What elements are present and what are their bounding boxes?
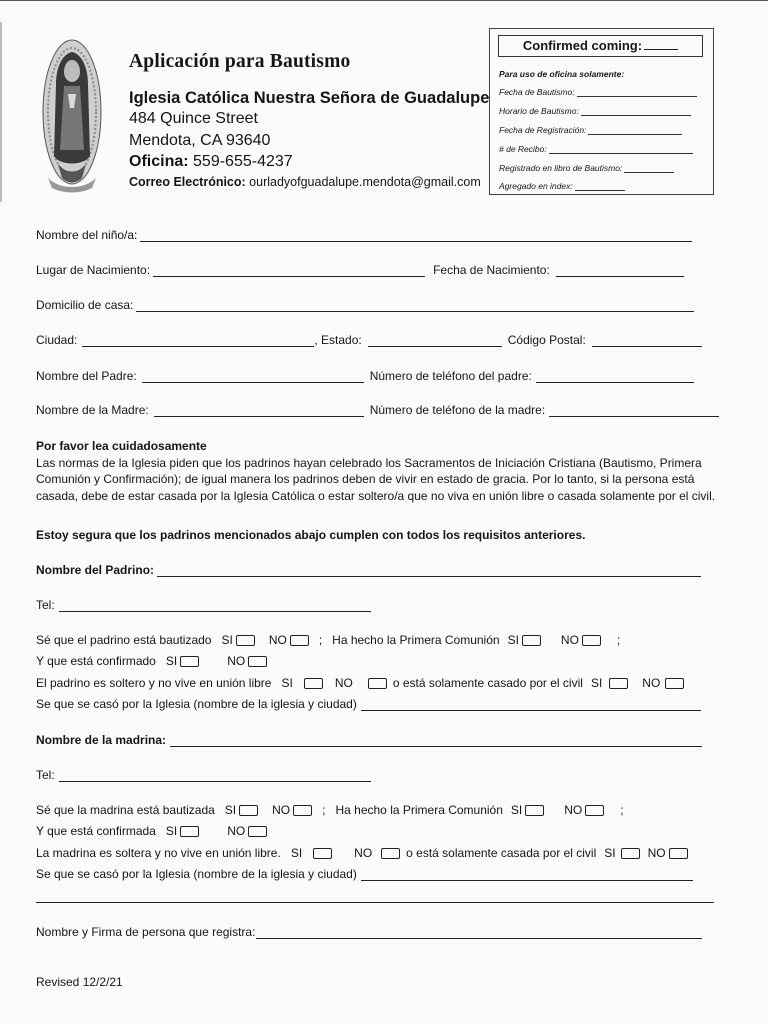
- office-field-baptism-book[interactable]: Registrado en libro de Bautismo:: [499, 163, 674, 173]
- madrina-single-row: La madrina es soltera y no vive en unión libre. SI NO o está solamente casada por el civil SI NO: [36, 846, 688, 860]
- virgin-of-guadalupe-icon: [40, 38, 104, 193]
- madrina-communion-no-checkbox[interactable]: [585, 805, 604, 816]
- madrina-baptized-label: Sé que la madrina está bautizada: [36, 803, 215, 817]
- scan-edge: [0, 22, 2, 202]
- madrina-tel-field[interactable]: [59, 769, 371, 782]
- padrino-baptized-yes-checkbox[interactable]: [236, 635, 255, 646]
- birth-row: [36, 263, 684, 277]
- padrino-communion-label: Ha hecho la Primera Comunión: [332, 633, 500, 647]
- birth-place-field[interactable]: [153, 264, 425, 277]
- padrino-single-label: El padrino es soltero y no vive en unión libre: [36, 676, 272, 690]
- madrina-church-row: [36, 867, 693, 881]
- padrino-baptized-label: Sé que el padrino está bautizado: [36, 633, 212, 647]
- father-row: [36, 369, 694, 383]
- madrina-name-field[interactable]: [170, 734, 702, 747]
- madrina-confirmed-row: Y que está confirmada SI NO: [36, 824, 267, 838]
- office-use-box: [489, 28, 714, 195]
- madrina-name-row: [36, 733, 702, 747]
- top-rule: [0, 0, 768, 1]
- notice-affirmation: Estoy segura que los padrinos mencionados abajo cumplen con todos los requisitos anteriores.: [36, 528, 586, 542]
- signature-field[interactable]: [256, 926, 702, 939]
- padrino-baptized-row: Sé que el padrino está bautizado SI NO ; Ha hecho la Primera Comunión SI NO ;: [36, 633, 621, 647]
- father-phone-label: Número de teléfono del padre:: [369, 369, 532, 383]
- mother-name-label: Nombre de la Madre:: [36, 403, 149, 417]
- office-field-receipt-number[interactable]: # de Recibo:: [499, 144, 693, 154]
- padrino-civil-yes-checkbox[interactable]: [609, 678, 628, 689]
- child-name-field[interactable]: [140, 229, 692, 242]
- zip-field[interactable]: [592, 334, 702, 347]
- mother-name-field[interactable]: [154, 404, 364, 417]
- birth-place-label: Lugar de Nacimiento:: [36, 263, 151, 277]
- child-name-label: Nombre del niño/a:: [36, 228, 138, 242]
- city-row: [36, 333, 702, 347]
- madrina-civil-yes-checkbox[interactable]: [621, 848, 640, 859]
- address-row: [36, 298, 694, 312]
- madrina-church-label: Se que se casó por la Iglesia (nombre de la iglesia y ciudad): [36, 867, 357, 881]
- office-use-heading: Para uso de oficina solamente:: [499, 69, 625, 79]
- madrina-civil-no-checkbox[interactable]: [669, 848, 688, 859]
- state-field[interactable]: [368, 334, 502, 347]
- email-label: Correo Electrónico:: [129, 175, 246, 189]
- notice-heading: Por favor lea cuidadosamente: [36, 439, 207, 453]
- father-name-label: Nombre del Padre:: [36, 369, 137, 383]
- church-name: Iglesia Católica Nuestra Señora de Guadalupe: [129, 89, 490, 107]
- madrina-single-no-checkbox[interactable]: [381, 848, 400, 859]
- madrina-baptized-row: Sé que la madrina está bautizada SI NO ; Ha hecho la Primera Comunión SI NO ;: [36, 803, 624, 817]
- mother-phone-field[interactable]: [549, 404, 719, 417]
- madrina-confirmed-no-checkbox[interactable]: [248, 826, 267, 837]
- section-divider: [36, 902, 714, 903]
- state-label: , Estado:: [314, 333, 362, 347]
- signature-row: [36, 925, 702, 939]
- padrino-confirmed-no-checkbox[interactable]: [248, 656, 267, 667]
- madrina-civil-label: o está solamente casada por el civil: [406, 846, 597, 860]
- madrina-confirmed-label: Y que está confirmada: [36, 824, 156, 838]
- address-label: Domicilio de casa:: [36, 298, 134, 312]
- madrina-single-label: La madrina es soltera y no vive en unión libre.: [36, 846, 281, 860]
- office-field-baptism-time[interactable]: Horario de Bautismo:: [499, 106, 691, 116]
- madrina-baptized-yes-checkbox[interactable]: [239, 805, 258, 816]
- padrino-church-label: Se que se casó por la Iglesia (nombre de la iglesia y ciudad): [36, 697, 357, 711]
- madrina-baptized-no-checkbox[interactable]: [293, 805, 312, 816]
- office-field-registration-date[interactable]: Fecha de Registración:: [499, 125, 682, 135]
- padrino-confirmed-yes-checkbox[interactable]: [180, 656, 199, 667]
- padrino-civil-label: o está solamente casado por el civil: [392, 676, 583, 690]
- padrino-confirmed-row: Y que está confirmado SI NO: [36, 654, 267, 668]
- office-field-baptism-date[interactable]: Fecha de Bautismo:: [499, 87, 697, 97]
- padrino-communion-yes-checkbox[interactable]: [522, 635, 541, 646]
- birth-date-field[interactable]: [556, 264, 684, 277]
- birth-date-label: Fecha de Nacimiento:: [433, 263, 550, 277]
- madrina-communion-yes-checkbox[interactable]: [525, 805, 544, 816]
- padrino-church-field[interactable]: [361, 698, 701, 711]
- form-title: Aplicación para Bautismo: [129, 51, 351, 72]
- padrino-single-no-checkbox[interactable]: [368, 678, 387, 689]
- mother-phone-label: Número de teléfono de la madre:: [369, 403, 546, 417]
- madrina-tel-label: Tel:: [36, 768, 55, 782]
- padrino-church-row: [36, 697, 701, 711]
- madrina-communion-label: Ha hecho la Primera Comunión: [335, 803, 503, 817]
- zip-label: Código Postal:: [507, 333, 586, 347]
- email-address[interactable]: ourladyofguadalupe.mendota@gmail.com: [249, 175, 481, 189]
- mother-row: [36, 403, 719, 417]
- padrino-name-label: Nombre del Padrino:: [36, 563, 155, 577]
- padrino-name-row: [36, 563, 701, 577]
- church-city: Mendota, CA 93640: [129, 132, 271, 149]
- city-label: Ciudad:: [36, 333, 78, 347]
- office-label: Oficina:: [129, 153, 189, 170]
- father-name-field[interactable]: [142, 370, 364, 383]
- madrina-name-label: Nombre de la madrina:: [36, 733, 167, 747]
- padrino-tel-row: [36, 598, 371, 612]
- padrino-civil-no-checkbox[interactable]: [665, 678, 684, 689]
- office-phone: [129, 153, 293, 171]
- padrino-tel-label: Tel:: [36, 598, 55, 612]
- child-name-row: [36, 228, 692, 242]
- office-field-index[interactable]: Agregado en index:: [499, 181, 625, 191]
- confirmed-coming-field[interactable]: Confirmed coming:: [498, 35, 703, 57]
- father-phone-field[interactable]: [536, 370, 694, 383]
- madrina-confirmed-yes-checkbox[interactable]: [180, 826, 199, 837]
- notice-body: Las normas de la Iglesia piden que los padrinos hayan celebrado los Sacramentos de Iniciación Cristiana (Bautismo, Primera Comunión y Confirmación); de igual manera los padrinos deben de vivir en estado de gracia. Por lo tanto, si la persona está casada, debe de estar casada por la Iglesia Católica o estar soltero/a que no viva en unión libre o casada solamente por el civil.: [36, 456, 716, 503]
- church-email: [129, 175, 481, 189]
- madrina-church-field[interactable]: [361, 868, 693, 881]
- church-street: 484 Quince Street: [129, 110, 258, 127]
- padrino-communion-no-checkbox[interactable]: [582, 635, 601, 646]
- madrina-tel-row: [36, 768, 371, 782]
- padrino-single-row: El padrino es soltero y no vive en unión libre SI NO o está solamente casado por el civil SI NO: [36, 676, 684, 690]
- address-field[interactable]: [136, 299, 694, 312]
- padrino-tel-field[interactable]: [59, 599, 371, 612]
- padrino-single-yes-checkbox[interactable]: [304, 678, 323, 689]
- padrino-name-field[interactable]: [157, 564, 701, 577]
- padrino-confirmed-label: Y que está confirmado: [36, 654, 156, 668]
- revision-date: Revised 12/2/21: [36, 975, 123, 989]
- city-field[interactable]: [82, 334, 314, 347]
- madrina-single-yes-checkbox[interactable]: [313, 848, 332, 859]
- padrino-baptized-no-checkbox[interactable]: [290, 635, 309, 646]
- office-phone-number: 559-655-4237: [193, 153, 293, 170]
- signature-label: Nombre y Firma de persona que registra:: [36, 925, 256, 939]
